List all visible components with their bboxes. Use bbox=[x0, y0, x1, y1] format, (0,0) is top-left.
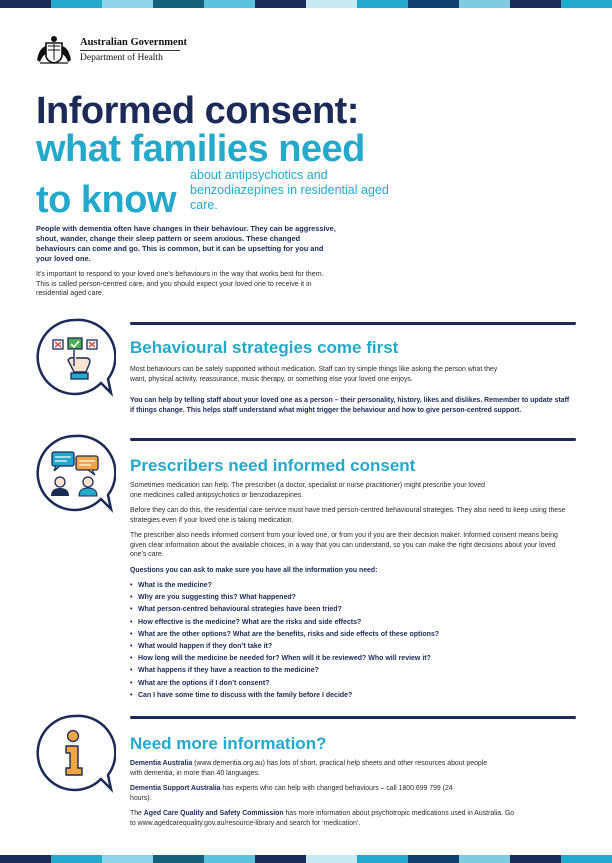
section-heading-more-info: Need more information? bbox=[130, 734, 327, 753]
prescribers-paragraph-2: Before they can do this, the residential care service must have tried person-centred behavioural strategies. They also need to keep using these strategies even if your loved one is taking medication. bbox=[130, 507, 566, 524]
intro-block bbox=[36, 224, 336, 299]
questions-intro: Questions you can ask to make sure you have all the information you need: bbox=[130, 567, 378, 574]
stripe-segment bbox=[204, 0, 255, 8]
intro-bold-text: People with dementia often have changes in their behaviour. They can be aggressive, shout, wander, change their sleep pattern or seem anxious. These changed behaviours can come and go. This is common, but it can be upsetting for you and your loved one. bbox=[36, 224, 336, 263]
subtitle: about antipsychotics and benzodiazepines in residential aged care. bbox=[190, 168, 389, 212]
question-item: • What are the options if I don’t consent? bbox=[130, 678, 570, 690]
question-item: • Why are you suggesting this? What happened? bbox=[130, 592, 570, 604]
question-item: • What would happen if they don’t take it? bbox=[130, 641, 570, 653]
stripe-segment bbox=[0, 0, 51, 8]
stripe-segment bbox=[255, 0, 306, 8]
question-item: • Can I have some time to discuss with the family before I decide? bbox=[130, 690, 570, 702]
stripe-segment bbox=[153, 855, 204, 863]
hand-choosing-icon bbox=[34, 316, 116, 398]
stripe-segment bbox=[255, 855, 306, 863]
question-item: • What is the medicine? bbox=[130, 580, 570, 592]
prescribers-paragraph-1: Sometimes medication can help. The prescriber (a doctor, specialist or nurse practitioner) might prescribe your loved one medicines called antipsychotics or benzodiazepines. bbox=[130, 482, 485, 499]
org1-name: Dementia Australia bbox=[130, 760, 193, 767]
section-divider bbox=[130, 438, 576, 441]
stripe-segment bbox=[561, 0, 612, 8]
stripe-segment bbox=[102, 855, 153, 863]
stripe-segment bbox=[102, 0, 153, 8]
stripe-segment bbox=[408, 0, 459, 8]
prescribers-paragraph-3: The prescriber also needs informed consent from your loved one, or from you if you are their decision maker. Informed consent means being given clear information about the available choices, in a way that you can understand, so you can make the right decisions about your loved one’s care. bbox=[130, 532, 558, 559]
strategies-paragraph-1: Most behaviours can be safely supported without medication. Staff can try simple things like asking the person what they want, physical activity, reassurance, music therapy, or something else your loved one enjoys. bbox=[130, 366, 498, 383]
stripe-segment bbox=[510, 855, 561, 863]
stripe-segment bbox=[459, 0, 510, 8]
org2-text: has experts who can help with changed behaviours – call 1800 699 799 (24 hours). bbox=[130, 785, 453, 802]
question-item: • What person-centred behavioural strategies have been tried? bbox=[130, 604, 570, 616]
government-name: Australian Government bbox=[80, 36, 188, 48]
section-heading-strategies: Behavioural strategies come first bbox=[130, 338, 399, 357]
question-item: • How effective is the medicine? What are the risks and side effects? bbox=[130, 617, 570, 629]
top-color-stripe bbox=[0, 0, 612, 8]
section-divider bbox=[130, 716, 576, 719]
stripe-segment bbox=[357, 0, 408, 8]
stripe-segment bbox=[357, 855, 408, 863]
stripe-segment bbox=[306, 855, 357, 863]
org3-name: Aged Care Quality and Safety Commission bbox=[143, 810, 284, 817]
org2-name: Dementia Support Australia bbox=[130, 785, 221, 792]
department-name: Department of Health bbox=[80, 52, 163, 63]
stripe-segment bbox=[459, 855, 510, 863]
title-line-1: Informed consent: bbox=[36, 90, 359, 132]
stripe-segment bbox=[51, 855, 102, 863]
stripe-segment bbox=[306, 0, 357, 8]
org3-text: has more information about psychotropic medications used in Australia. Go to www.agedcarequality.gov.au/resource-library and search for ‘medication’. bbox=[130, 810, 515, 827]
title-line-2: what families need bbox=[36, 128, 365, 170]
stripe-segment bbox=[408, 855, 459, 863]
org1-text: (www.dementia.org.au) has lots of short, practical help sheets and other resources about people with dementia, in more than 40 languages. bbox=[130, 760, 488, 777]
question-item: • What happens if they have a reaction to the medicine? bbox=[130, 665, 570, 677]
stripe-segment bbox=[204, 855, 255, 863]
page-title bbox=[36, 92, 420, 219]
title-line-3: to know bbox=[36, 179, 177, 221]
org-quality-commission bbox=[130, 809, 520, 828]
org-dementia-australia bbox=[130, 759, 500, 778]
question-item: • What are the other options? What are the benefits, risks and side effects of these options? bbox=[130, 629, 570, 641]
stripe-segment bbox=[51, 0, 102, 8]
stripe-segment bbox=[510, 0, 561, 8]
strategies-paragraph-2: You can help by telling staff about your loved one as a person – their personality, history, likes and dislikes. Remember to update staff if things change. This helps staff understand what might trigger the behaviour and how to give person-centred support. bbox=[130, 397, 570, 414]
info-icon bbox=[34, 712, 116, 794]
section-divider bbox=[130, 322, 576, 325]
government-logo bbox=[34, 34, 187, 66]
stripe-segment bbox=[0, 855, 51, 863]
org3-prefix: The bbox=[130, 810, 144, 817]
questions-list bbox=[130, 580, 570, 702]
question-item: • How long will the medicine be needed for? When will it be reviewed? Who will review it? bbox=[130, 653, 570, 665]
two-people-talking-icon bbox=[34, 432, 116, 514]
org-dementia-support bbox=[130, 784, 460, 803]
stripe-segment bbox=[561, 855, 612, 863]
section-heading-prescribers: Prescribers need informed consent bbox=[130, 456, 416, 475]
logo-rule bbox=[80, 50, 180, 51]
intro-regular-text: It’s important to respond to your loved one’s behaviours in the way that works best for them. This is called person-centred care, and you should expect your loved one to receive it in residential aged care. bbox=[36, 270, 324, 297]
stripe-segment bbox=[153, 0, 204, 8]
bottom-color-stripe bbox=[0, 855, 612, 863]
coat-of-arms-icon bbox=[34, 34, 74, 66]
